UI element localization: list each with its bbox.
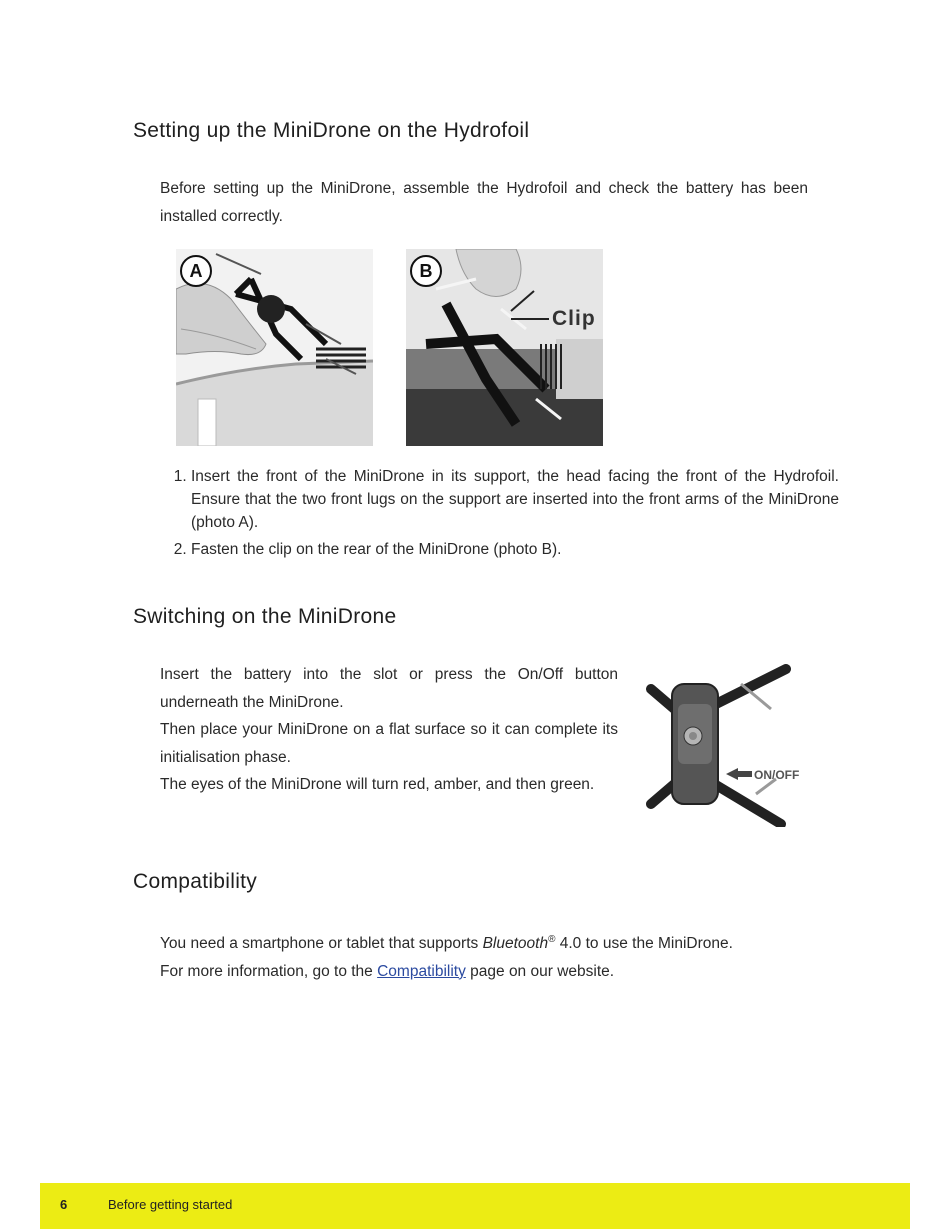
- photo-b-badge: B: [410, 255, 442, 287]
- drone-underside-image: [646, 664, 802, 827]
- switching-line: Insert the battery into the slot or press the On/Off button underneath the MiniDrone.: [160, 666, 618, 711]
- step-item: 2. Fasten the clip on the rear of the MiniDrone (photo B).: [191, 538, 839, 561]
- switching-line: The eyes of the MiniDrone will turn red, amber, and then green.: [160, 776, 595, 793]
- bluetooth-term: Bluetooth: [482, 935, 549, 953]
- clip-label: Clip: [552, 307, 596, 330]
- page-number: 6: [60, 1197, 68, 1212]
- hydrofoil-intro: [160, 175, 808, 230]
- step-item: 1. Insert the front of the MiniDrone in its support, the head facing the front of the Hydrofoil. Ensure that the two front lugs on the support are inserted into the front arms of the MiniDrone (photo A).: [191, 465, 839, 534]
- photo-b: [406, 249, 603, 446]
- compat-text-prefix: You need a smartphone or tablet that supports: [160, 935, 483, 953]
- compatibility-line-1: [160, 926, 808, 958]
- compatibility-text: [160, 926, 808, 985]
- compatibility-link[interactable]: Compatibility: [377, 962, 466, 980]
- drone-underside-illustration: [646, 664, 802, 827]
- compat-text-suffix: 4.0 to use the MiniDrone.: [555, 935, 733, 953]
- switching-text: [160, 661, 618, 799]
- more-info-prefix: For more information, go to the: [160, 962, 378, 980]
- hydrofoil-intro-text: Before setting up the MiniDrone, assemble the Hydrofoil and check the battery has been installed correctly.: [160, 180, 808, 225]
- hydrofoil-steps: [160, 465, 839, 565]
- photo-a: [176, 249, 373, 446]
- compatibility-line-2: [160, 958, 808, 986]
- registered-mark: ®: [548, 934, 556, 945]
- switching-line: Then place your MiniDrone on a flat surface so it can complete its initialisation phase.: [160, 721, 618, 766]
- section-title-hydrofoil: Setting up the MiniDrone on the Hydrofoil: [133, 119, 530, 142]
- footer-section-label: Before getting started: [108, 1197, 233, 1212]
- page-footer: [40, 1183, 910, 1229]
- onoff-label: ON/OFF: [754, 768, 800, 782]
- more-info-suffix: page on our website.: [465, 962, 615, 980]
- photo-a-badge: A: [180, 255, 212, 287]
- section-title-switching: Switching on the MiniDrone: [133, 605, 397, 628]
- section-title-compatibility: Compatibility: [133, 870, 258, 893]
